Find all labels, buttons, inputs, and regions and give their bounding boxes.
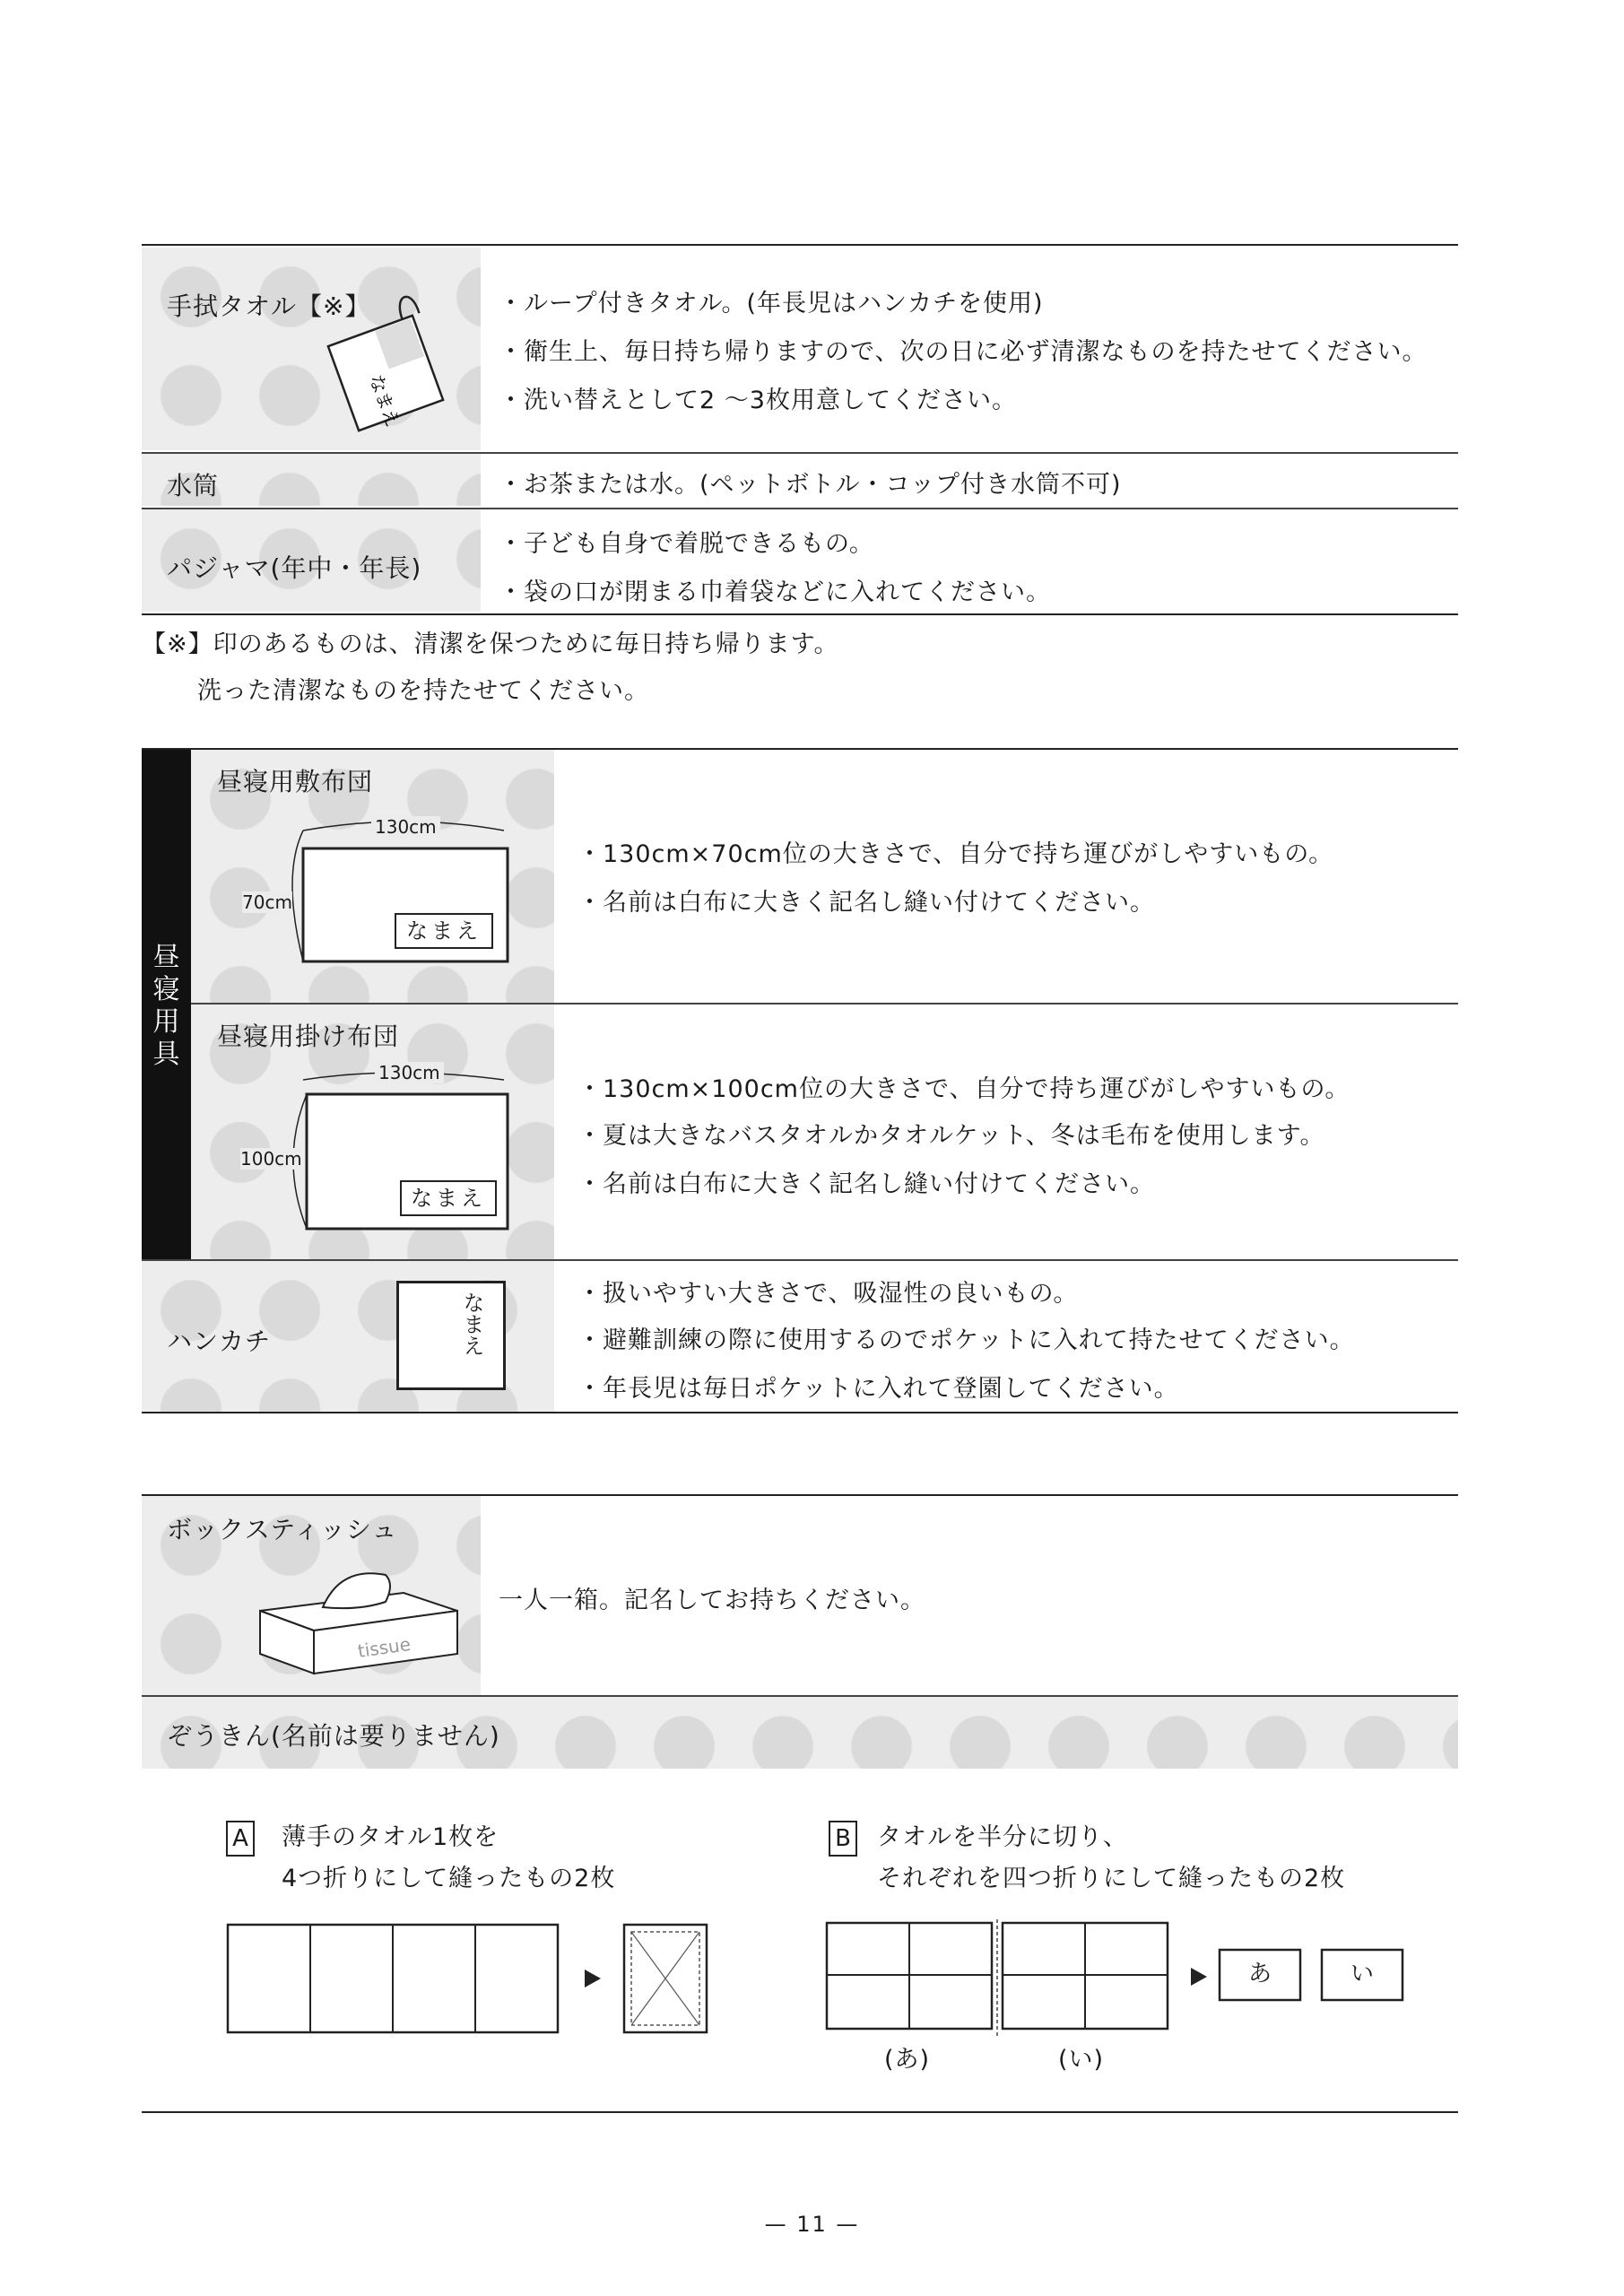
rag-label: ぞうきん(名前は要りません) [167,1721,500,1751]
towel-illustration [314,292,457,445]
option-b-letter: B [829,1821,857,1857]
towel-bullet-3: ・洗い替えとして2 〜3枚用意してください。 [499,387,1017,414]
futon-over-name-tag: なまえ [400,1180,497,1216]
option-b-left-caption: (あ) [884,2046,931,2074]
towel-bullet-1: ・ループ付きタオル。(年長児はハンカチを使用) [499,290,1044,317]
water-label: 水筒 [167,471,220,500]
tissue-text: 一人一箱。記名してお持ちください。 [499,1587,925,1614]
futon-under-bullet-2: ・名前は白布に大きく記名し縫い付けてください。 [578,889,1155,917]
section1-top-rule [142,244,1458,246]
futon-over-height-label: 100cm [240,1148,302,1170]
option-a-diagram [226,1923,728,2039]
option-a-line-2: 4つ折りにして縫ったもの2枚 [282,1865,616,1892]
futon-over-bullet-2: ・夏は大きなバスタオルかタオルケット、冬は毛布を使用します。 [578,1122,1325,1150]
towel-label: 手拭タオル【※】 [167,291,371,321]
futon-over-bullet-3: ・名前は白布に大きく記名し縫い付けてください。 [578,1170,1155,1198]
futon-under-height-label: 70cm [242,891,292,913]
handkerchief-bullet-3: ・年長児は毎日ポケットに入れて登園してください。 [578,1375,1179,1403]
towel-name-text: なまえ [365,371,404,430]
handkerchief-label: ハンカチ [167,1326,272,1356]
water-bullet-1: ・お茶または水。(ペットボトル・コップ付き水筒不可) [499,471,1122,499]
pajama-label: パジャマ(年中・年長) [167,553,422,583]
tissue-box-illustration [251,1557,466,1683]
handkerchief-name-tag: なまえ [459,1292,484,1356]
option-b-result-b: い [1350,1961,1374,1987]
handkerchief-illustration [396,1281,506,1390]
tissue-label: ボックスティッシュ [167,1515,398,1544]
futon-under-name-tag: なまえ [395,913,493,949]
note-line-2: 洗った清潔なものを持たせてください。 [197,677,649,705]
option-b-right-caption: (い) [1058,2046,1105,2074]
option-b-line-2: それぞれを四つ折りにして縫ったもの2枚 [877,1865,1346,1892]
option-a-letter: A [226,1821,255,1857]
section2-bottom-rule [142,1412,1458,1413]
section3-bottom-rule [142,2111,1458,2113]
pajama-bullet-1: ・子ども自身で着脱できるもの。 [499,530,874,558]
futon-over-label: 昼寝用掛け布団 [217,1022,400,1051]
sidebar-char: 寝 [152,974,180,1005]
sidebar-char: 昼 [152,942,180,973]
page-number: — 11 — [764,2212,860,2237]
nap-sidebar-label [142,942,191,1071]
option-b-line-1: タオルを半分に切り、 [877,1823,1128,1851]
futon-under-width-label: 130cm [371,816,440,838]
handkerchief-bullet-2: ・避難訓練の際に使用するのでポケットに入れて持たせてください。 [578,1326,1355,1354]
pajama-bullet-2: ・袋の口が閉まる巾着袋などに入れてください。 [499,578,1051,606]
option-a-line-1: 薄手のタオル1枚を [282,1823,499,1851]
futon-over-bullet-1: ・130cm×100cm位の大きさで、自分で持ち運びがしやすいもの。 [578,1075,1350,1103]
option-b-result-a: あ [1247,1961,1272,1987]
towel-bullet-2: ・衛生上、毎日持ち帰りますので、次の日に必ず清潔なものを持たせてください。 [499,338,1428,366]
sidebar-char: 用 [152,1006,180,1038]
sidebar-char: 具 [152,1039,180,1070]
tissue-box-text: tissue [356,1632,413,1662]
futon-under-label: 昼寝用敷布団 [217,767,374,796]
handkerchief-bullet-1: ・扱いやすい大きさで、吸湿性の良いもの。 [578,1280,1079,1308]
futon-under-bullet-1: ・130cm×70cm位の大きさで、自分で持ち運びがしやすいもの。 [578,840,1334,868]
futon-over-width-label: 130cm [375,1062,444,1083]
section1-bottom-rule [142,613,1458,615]
note-line-1: 【※】印のあるものは、清潔を保つために毎日持ち帰ります。 [142,631,839,658]
